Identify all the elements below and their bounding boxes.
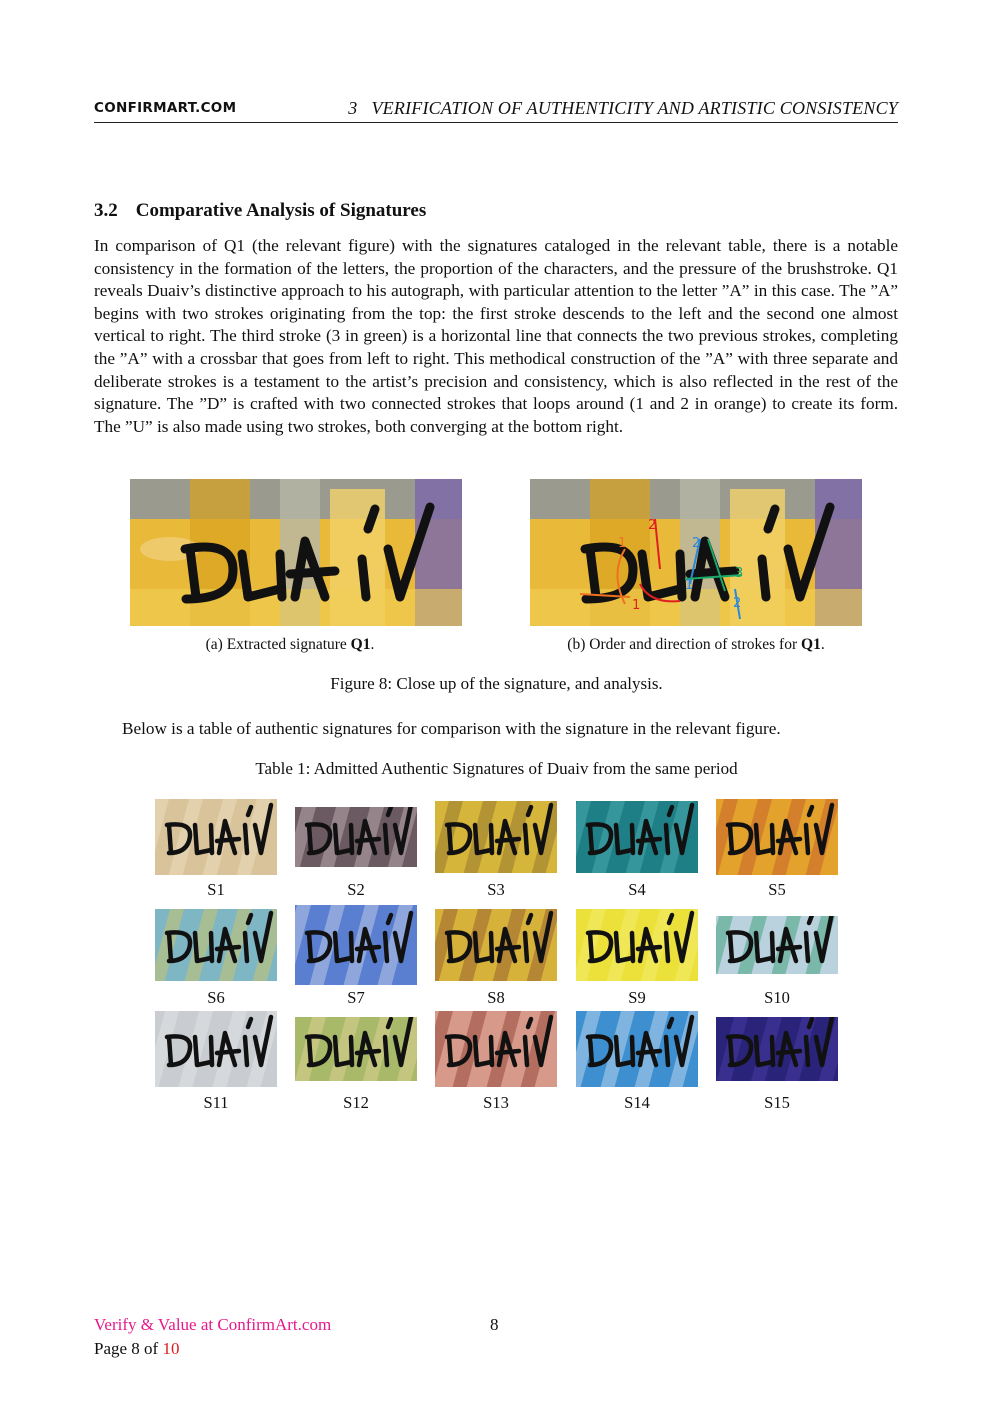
subcaption-a-bold: Q1 xyxy=(350,636,371,653)
signature-cell xyxy=(716,916,838,974)
signature-label: S4 xyxy=(628,880,646,899)
signature-label: S13 xyxy=(483,1093,509,1112)
signature-image xyxy=(716,1017,838,1081)
signature-image xyxy=(576,1011,698,1087)
subcaption-a xyxy=(130,636,450,654)
signature-cell xyxy=(576,1011,698,1087)
stroke-label-d2: 2 xyxy=(648,518,657,533)
signature-cell xyxy=(716,1017,838,1081)
stroke-label-a3: 3 xyxy=(735,566,744,581)
signature-cell xyxy=(435,1011,557,1087)
signature-image xyxy=(155,1011,277,1087)
subcaption-a-suffix: . xyxy=(370,636,375,653)
signature-label: S9 xyxy=(628,988,646,1007)
signature-image xyxy=(295,905,417,985)
footer-link[interactable]: Verify & Value at ConfirmArt.com xyxy=(94,1315,332,1334)
subcaption-b-suffix: . xyxy=(820,636,825,653)
running-header xyxy=(348,98,898,119)
footer-page-count xyxy=(94,1339,179,1359)
stroke-label-u1: 1 xyxy=(632,598,641,613)
page-number: 8 xyxy=(490,1315,499,1334)
signature-image xyxy=(155,909,277,981)
stroke-label-a1b: 1 xyxy=(685,578,694,593)
footer-page-total: 10 xyxy=(162,1339,180,1358)
stroke-label-d1: 1 xyxy=(618,536,627,551)
table-intro-text: Below is a table of authentic signatures for comparison with the signature in the relevant figure. xyxy=(122,719,781,738)
body-paragraph: In comparison of Q1 (the relevant figure) with the signatures cataloged in the relevant table, there is a notable consistency in the formation of the letters, the proportion of the characters, and the pressure of the brushstroke. Q1 reveals Duaiv’s distinctive approach to his autograph, with particular attention to the letter ”A” in this case. The ”A” begins with two strokes originating from the top: the first stroke descends to the left and the second one almost vertical to right. The third stroke (3 in green) is a horizontal line that connects the two previous strokes, completing the ”A” with a crossbar that goes from left to right. This methodical construction of the ”A” with three separate and deliberate strokes is a testament to the artist’s precision and consistency, which is also reflected in the rest of the signature. The ”D” is crafted with two connected strokes that loops around (1 and 2 in orange) to create its form. The ”U” is also made using two strokes, both converging at the bottom right. xyxy=(94,236,898,436)
signature-cell xyxy=(155,799,277,875)
subcaption-b-text: (b) Order and direction of strokes for xyxy=(567,636,802,653)
signature-label: S5 xyxy=(768,880,786,899)
header-section-title: VERIFICATION OF AUTHENTICITY AND ARTISTIC CONSISTENCY xyxy=(371,98,898,118)
subcaption-b-bold: Q1 xyxy=(801,636,821,653)
section-title: Comparative Analysis of Signatures xyxy=(135,200,427,221)
signature-image xyxy=(576,801,698,873)
signature-image xyxy=(435,909,557,981)
signature-image xyxy=(576,909,698,981)
signature-cell xyxy=(576,801,698,873)
signature-cell xyxy=(155,1011,277,1087)
page-header xyxy=(94,96,898,123)
signature-label: S15 xyxy=(764,1093,790,1112)
signature-cell xyxy=(716,799,838,875)
signature-label: S11 xyxy=(203,1093,229,1112)
signature-label: S2 xyxy=(347,880,365,899)
signature-cell xyxy=(295,807,417,867)
signature-label: S12 xyxy=(343,1093,369,1112)
stroke-label-a2: 2 xyxy=(733,596,742,611)
figure-signature-extracted xyxy=(130,479,462,626)
signature-cell xyxy=(295,1017,417,1081)
subcaption-a-text: (a) Extracted signature xyxy=(205,636,351,653)
signature-label: S6 xyxy=(207,988,225,1007)
signature-cell xyxy=(435,801,557,873)
footer-page-prefix: Page 8 of xyxy=(94,1339,163,1358)
figure-caption: Figure 8: Close up of the signature, and analysis. xyxy=(330,674,663,693)
signature-label: S7 xyxy=(347,988,365,1007)
signature-image xyxy=(435,1011,557,1087)
section-number: 3.2 xyxy=(94,200,118,221)
section-heading xyxy=(94,200,426,222)
subcaption-b xyxy=(530,636,862,654)
figure-signature-stroke-analysis xyxy=(530,479,862,626)
signature-image xyxy=(295,1017,417,1081)
signature-label: S8 xyxy=(487,988,505,1007)
confirmart-logo: CONFIRMART.COM xyxy=(94,100,237,116)
signature-cell xyxy=(155,909,277,981)
signature-cell xyxy=(576,909,698,981)
signature-image xyxy=(716,799,838,875)
signature-label: S10 xyxy=(764,988,790,1007)
signature-cell xyxy=(435,909,557,981)
table-caption: Table 1: Admitted Authentic Signatures of Duaiv from the same period xyxy=(255,759,738,778)
signature-label: S1 xyxy=(207,880,225,899)
signature-image xyxy=(435,801,557,873)
header-section-number: 3 xyxy=(348,98,358,118)
signature-image xyxy=(295,807,417,867)
signature-label: S14 xyxy=(624,1093,650,1112)
stroke-label-a1: 2 xyxy=(692,536,701,551)
signature-label: S3 xyxy=(487,880,505,899)
signature-image xyxy=(155,799,277,875)
signature-image xyxy=(716,916,838,974)
signature-cell xyxy=(295,905,417,985)
